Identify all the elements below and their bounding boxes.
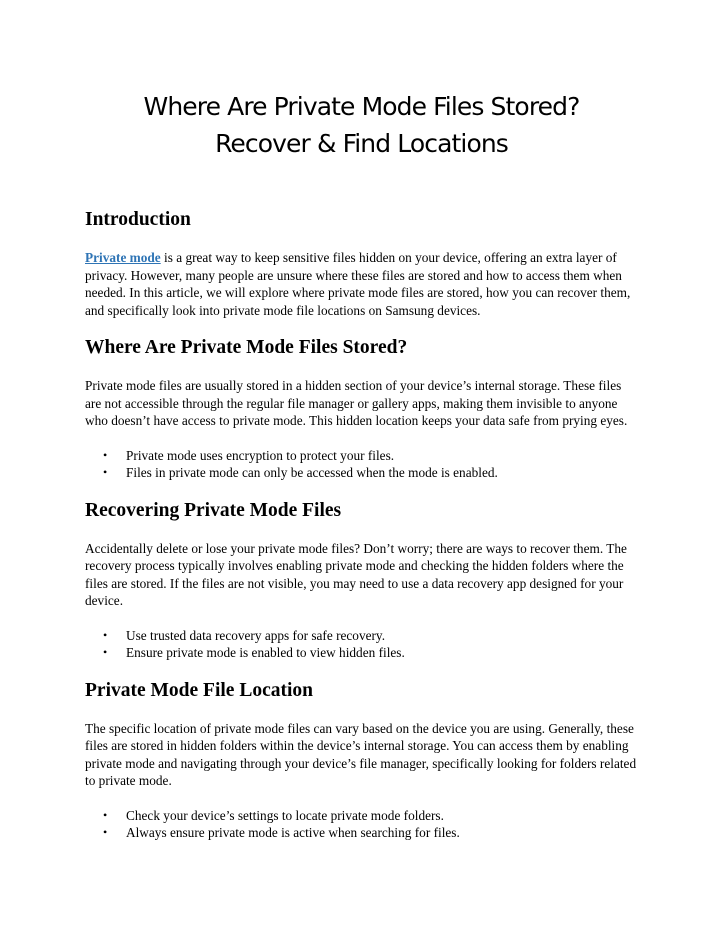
list-item <box>85 824 638 841</box>
section-paragraph-location: The specific location of private mode files can vary based on the device you are using. Generally, these files are stored in hidden folders within the device’s internal storage. You can access them by enabling private mode and navigating through your device’s file manager, specifically looking for folders related to private mode. <box>85 720 637 788</box>
list-item-text: Use trusted data recovery apps for safe recovery. <box>126 627 386 643</box>
section-paragraph-introduction <box>85 249 638 319</box>
bullet-list-location <box>85 807 638 841</box>
section-heading-recovering: Recovering Private Mode Files <box>85 499 342 521</box>
list-item-text: Files in private mode can only be accessed when the mode is enabled. <box>126 464 498 480</box>
list-item <box>85 644 638 661</box>
title-line-1: Where Are Private Mode Files Stored? <box>143 92 580 121</box>
list-item <box>85 447 638 464</box>
bullet-icon: • <box>103 807 108 822</box>
section-paragraph-stored: Private mode files are usually stored in a hidden section of your device’s internal storage. These files are not accessible through the regular file manager or gallery apps, making them invisible to anyone who doesn’t have access to private mode. This hidden location keeps your data safe from prying eyes. <box>85 378 628 428</box>
section-heading-stored: Where Are Private Mode Files Stored? <box>85 337 408 358</box>
section-heading-introduction: Introduction <box>85 209 191 230</box>
bullet-icon: • <box>103 447 108 462</box>
bullet-list-stored <box>85 447 638 481</box>
list-item-text: Check your device’s settings to locate private mode folders. <box>126 807 444 823</box>
bullet-icon: • <box>103 824 108 839</box>
bullet-icon: • <box>103 644 108 659</box>
bullet-list-recovering <box>85 627 638 661</box>
section-heading-location: Private Mode File Location <box>85 679 313 701</box>
intro-paragraph-text: is a great way to keep sensitive files hidden on your device, offering an extra layer of privacy. However, many people are unsure where these files are stored and how to access them when needed. In this article, we will explore where private mode files are stored, how you can recover them, and specifically look into private mode file locations on Samsung devices. <box>85 250 631 318</box>
list-item <box>85 807 638 824</box>
bullet-icon: • <box>103 627 108 642</box>
title-line-2: Recover & Find Locations <box>215 129 508 158</box>
list-item-text: Always ensure private mode is active when searching for files. <box>126 824 460 840</box>
list-item-text: Ensure private mode is enabled to view hidden files. <box>126 644 405 660</box>
list-item <box>85 464 638 481</box>
list-item-text: Private mode uses encryption to protect your files. <box>126 447 395 463</box>
private-mode-link[interactable]: Private mode <box>85 250 161 265</box>
section-paragraph-recovering: Accidentally delete or lose your private mode files? Don’t worry; there are ways to recover them. The recovery process typically involves enabling private mode and checking the hidden folders where the files are stored. If the files are not visible, you may need to use a data recovery app designed for your device. <box>85 540 627 608</box>
list-item <box>85 627 638 644</box>
page-title <box>85 88 638 162</box>
bullet-icon: • <box>103 464 108 479</box>
